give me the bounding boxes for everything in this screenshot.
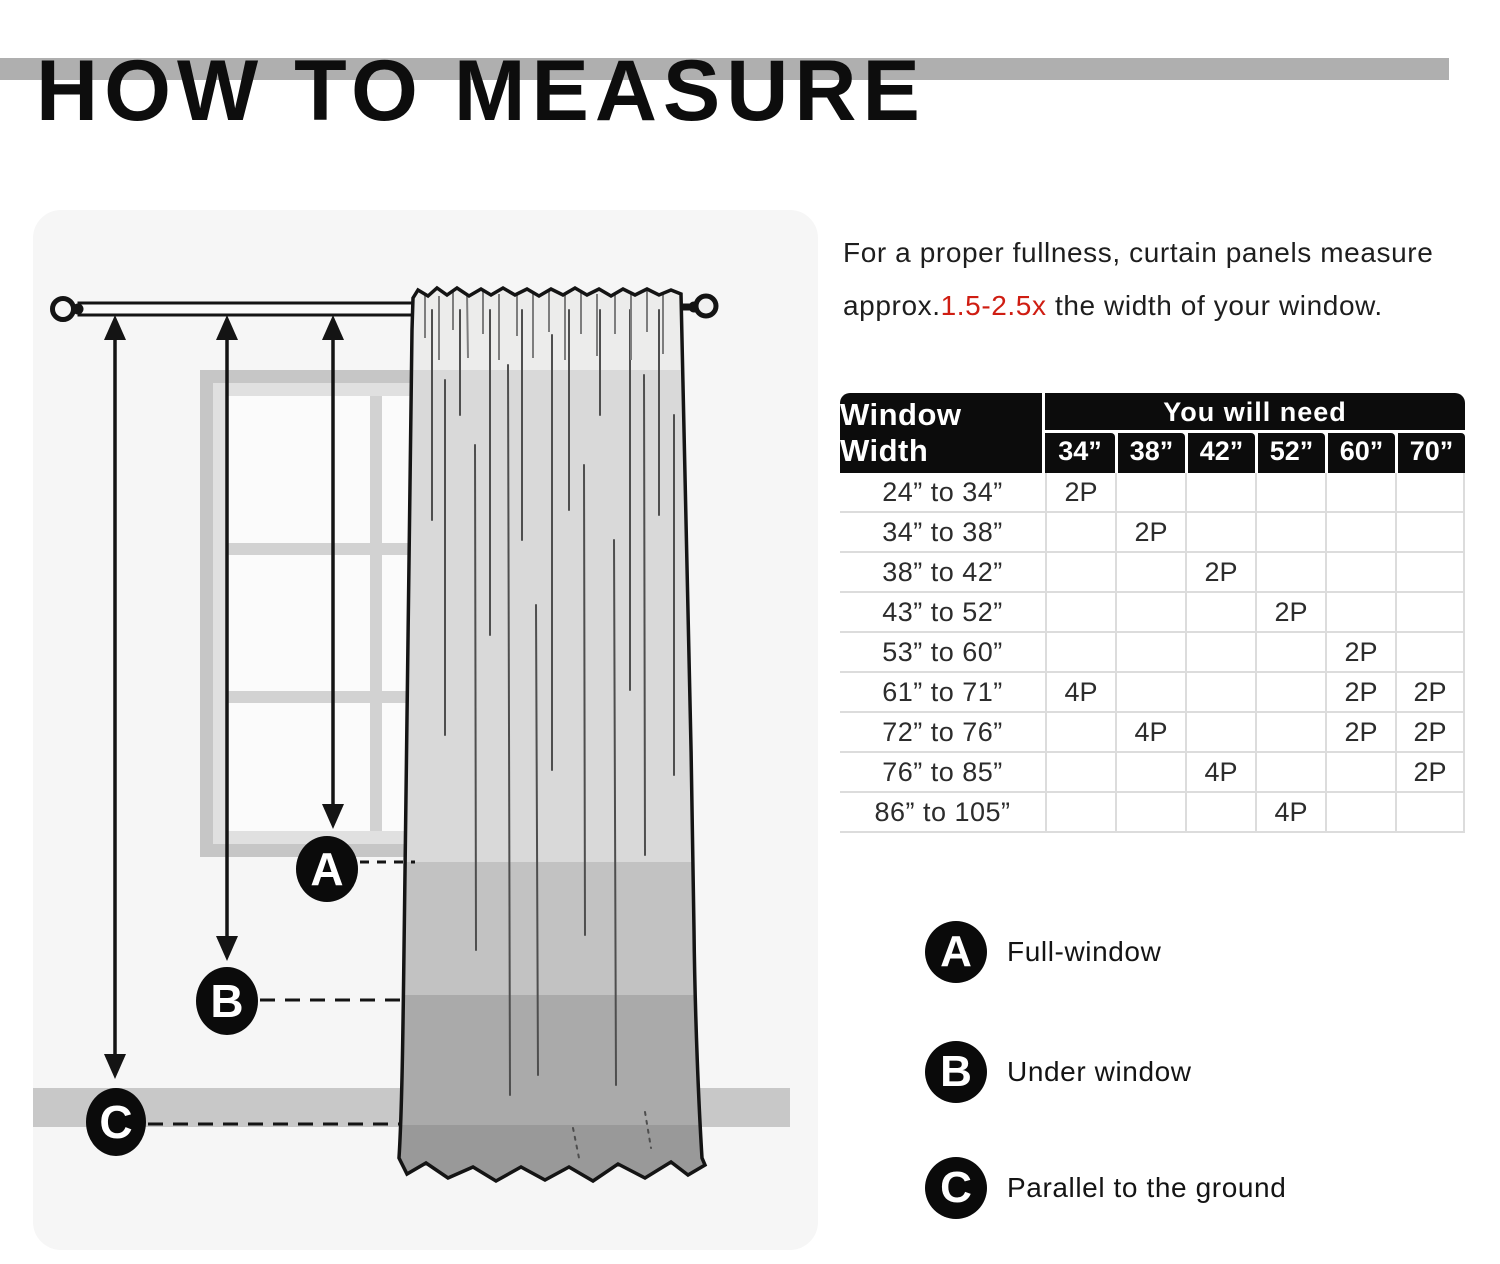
size-column-header: 38” [1115, 433, 1185, 473]
sizing-table-header [840, 393, 1465, 473]
panel-count-cell [1185, 793, 1255, 831]
panel-count-cell [1325, 753, 1395, 791]
panel-count-cell [1045, 713, 1115, 751]
window-width-cell: 34” to 38” [882, 517, 1003, 547]
size-columns-row [1045, 433, 1465, 473]
panel-count-cell [1395, 633, 1465, 671]
panel-count-cell: 2P [1395, 673, 1465, 711]
table-row [840, 673, 1465, 713]
intro-text [843, 226, 1483, 332]
size-column-header: 60” [1325, 433, 1395, 473]
measurement-illustration [33, 210, 818, 1250]
panel-count-cell [1255, 673, 1325, 711]
panel-count-cell [1185, 633, 1255, 671]
panel-count-cell [1325, 593, 1395, 631]
page-title: HOW TO MEASURE [36, 42, 926, 139]
panel-count-cell: 2P [1045, 473, 1115, 511]
panel-count-cell: 2P [1395, 753, 1465, 791]
window-width-cell: 24” to 34” [882, 477, 1003, 507]
size-column-header: 52” [1255, 433, 1325, 473]
panel-count-cell [1115, 753, 1185, 791]
svg-text:A: A [310, 843, 344, 895]
size-column-header: 42” [1185, 433, 1255, 473]
marker-a [296, 836, 358, 902]
panel-count-cell [1395, 553, 1465, 591]
panel-count-cell [1395, 593, 1465, 631]
table-row [840, 793, 1465, 833]
panel-count-cell [1185, 673, 1255, 711]
panel-count-cell [1045, 633, 1115, 671]
panel-count-cell [1115, 673, 1185, 711]
panel-count-cell: 2P [1115, 513, 1185, 551]
panel-count-cell [1115, 553, 1185, 591]
panel-count-cell [1395, 513, 1465, 551]
panel-count-cell: 4P [1115, 713, 1185, 751]
legend-marker-c: C [925, 1157, 987, 1219]
window-width-cell: 53” to 60” [882, 637, 1003, 667]
legend-item-under-window [925, 1041, 1192, 1103]
panel-count-cell [1185, 593, 1255, 631]
panel-count-cell [1325, 513, 1395, 551]
table-row [840, 553, 1465, 593]
panel-count-cell [1045, 753, 1115, 791]
panel-count-cell [1045, 553, 1115, 591]
panel-count-cell: 2P [1325, 673, 1395, 711]
window-width-cell: 43” to 52” [882, 597, 1003, 627]
size-column-header: 34” [1045, 433, 1115, 473]
window-width-header: Window Width [840, 393, 1045, 473]
window-width-cell: 61” to 71” [882, 677, 1003, 707]
sizing-table [840, 393, 1465, 833]
size-column-header: 70” [1395, 433, 1465, 473]
intro-line1: For a proper fullness, curtain panels measure [843, 237, 1434, 268]
panel-count-cell [1185, 713, 1255, 751]
window-width-cell: 72” to 76” [882, 717, 1003, 747]
legend-marker-b: B [925, 1041, 987, 1103]
curtain-diagram [33, 210, 818, 1250]
table-row [840, 593, 1465, 633]
panel-count-cell [1255, 633, 1325, 671]
measure-arrow-c [104, 315, 126, 1079]
table-row [840, 713, 1465, 753]
panel-count-cell [1255, 473, 1325, 511]
panel-count-cell [1185, 473, 1255, 511]
right-finial-icon [681, 296, 716, 316]
table-row [840, 473, 1465, 513]
panel-count-cell: 2P [1395, 713, 1465, 751]
you-will-need-header: You will need [1045, 393, 1465, 433]
marker-b [196, 967, 258, 1035]
intro-line2-after: the width of your window. [1046, 290, 1383, 321]
panel-count-cell [1115, 793, 1185, 831]
table-row [840, 633, 1465, 673]
panel-count-cell [1325, 793, 1395, 831]
table-row [840, 753, 1465, 793]
svg-text:C: C [99, 1096, 133, 1148]
legend-label-c: Parallel to the ground [1007, 1172, 1287, 1203]
sizing-table-body [840, 473, 1465, 833]
legend-label-b: Under window [1007, 1056, 1192, 1087]
panel-count-cell [1185, 513, 1255, 551]
panel-count-cell [1115, 593, 1185, 631]
panel-count-cell [1325, 553, 1395, 591]
window-width-cell: 38” to 42” [882, 557, 1003, 587]
panel-count-cell: 2P [1185, 553, 1255, 591]
panel-count-cell: 4P [1045, 673, 1115, 711]
level-dashed-lines [148, 862, 415, 1124]
panel-count-cell: 4P [1255, 793, 1325, 831]
panel-count-cell: 2P [1255, 593, 1325, 631]
table-row [840, 513, 1465, 553]
window-width-cell: 76” to 85” [882, 757, 1003, 787]
panel-count-cell [1395, 473, 1465, 511]
intro-line2-before: approx. [843, 290, 941, 321]
panel-count-cell [1255, 553, 1325, 591]
panel-count-cell [1255, 753, 1325, 791]
panel-count-cell [1115, 473, 1185, 511]
legend-item-parallel-ground [925, 1157, 1286, 1219]
curtain-panel [383, 270, 723, 1200]
panel-count-cell [1045, 793, 1115, 831]
panel-count-cell [1045, 513, 1115, 551]
marker-c [86, 1088, 146, 1156]
panel-count-cell [1395, 793, 1465, 831]
panel-count-cell [1255, 513, 1325, 551]
left-finial-icon [53, 299, 74, 320]
svg-text:B: B [210, 975, 244, 1027]
legend-item-full-window [925, 921, 1161, 983]
legend-label-a: Full-window [1007, 936, 1162, 967]
panel-count-cell [1115, 633, 1185, 671]
panel-count-cell [1255, 713, 1325, 751]
panel-count-cell: 4P [1185, 753, 1255, 791]
intro-highlight: 1.5-2.5x [940, 290, 1047, 321]
legend-marker-a: A [925, 921, 987, 983]
panel-count-cell: 2P [1325, 713, 1395, 751]
window-width-cell: 86” to 105” [874, 797, 1011, 827]
panel-count-cell [1045, 593, 1115, 631]
panel-count-cell [1325, 473, 1395, 511]
panel-count-cell: 2P [1325, 633, 1395, 671]
